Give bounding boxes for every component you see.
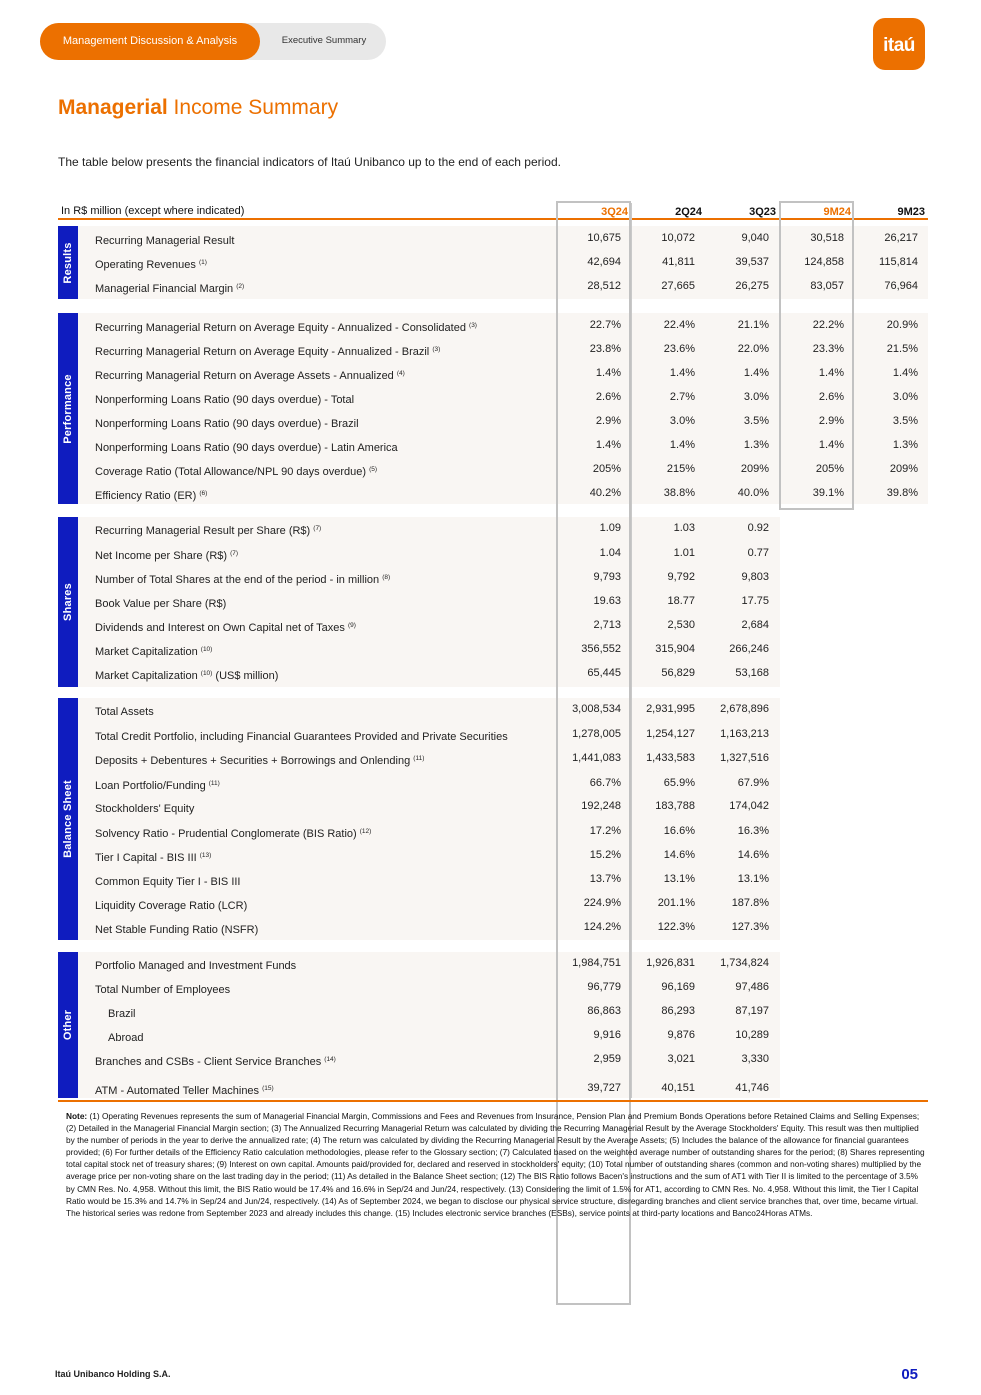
- row-label: [95, 755, 424, 767]
- row-label-text: Number of Total Shares at the end of the period - in million: [95, 574, 380, 586]
- cell-9m23: 3.0%: [892, 391, 918, 403]
- section-label-performance: [58, 313, 78, 504]
- footnote-ref: (2): [236, 283, 245, 290]
- cell-9m24: 83,057: [810, 280, 844, 292]
- highlight-box-9m24: [779, 201, 854, 510]
- cell-9m24: 22.2%: [812, 319, 844, 331]
- table-row: [78, 846, 928, 870]
- cell-3q24: 22.7%: [589, 319, 621, 331]
- cell-3q24: 1.4%: [595, 439, 621, 451]
- table-row: [78, 797, 928, 821]
- row-label-text: ATM - Automated Teller Machines: [95, 1085, 260, 1097]
- cell-3q23: 87,197: [735, 1005, 769, 1017]
- cell-3q23: 26,275: [735, 280, 769, 292]
- cell-3q24: 192,248: [581, 800, 621, 812]
- footnote-ref: (4): [396, 370, 405, 377]
- table-row: [78, 978, 928, 1002]
- cell-9m23: 26,217: [884, 232, 918, 244]
- footnote-ref: (13): [199, 852, 212, 859]
- row-label: [95, 1085, 274, 1097]
- cell-3q23: 41,746: [735, 1082, 769, 1094]
- cell-3q23: 67.9%: [737, 777, 769, 789]
- cell-9m23: 3.5%: [892, 415, 918, 427]
- row-label-text: Coverage Ratio (Total Allowance/NPL 90 days overdue): [95, 466, 367, 478]
- cell-2q24: 41,811: [662, 256, 695, 268]
- intro-text: The table below presents the financial indicators of Itaú Unibanco up to the end of each period.: [58, 155, 561, 169]
- cell-2q24: 9,876: [667, 1029, 695, 1041]
- row-label: [95, 828, 371, 840]
- cell-3q23: 40.0%: [737, 487, 769, 499]
- cell-2q24: 2,530: [667, 619, 695, 631]
- section-label-text: Shares: [62, 583, 74, 621]
- row-label-text: Market Capitalization: [95, 670, 198, 682]
- row-label-text: Dividends and Interest on Own Capital net of Taxes: [95, 622, 345, 634]
- row-label: [95, 731, 508, 743]
- cell-3q23: 1,734,824: [720, 957, 769, 969]
- footnote-ref: (3): [432, 346, 441, 353]
- cell-3q23: 266,246: [729, 643, 769, 655]
- cell-3q24: 23.8%: [589, 343, 621, 355]
- cell-3q23: 53,168: [735, 667, 769, 679]
- section-label-balance-sheet: [58, 698, 78, 940]
- row-label: [95, 646, 212, 658]
- table-row: [78, 894, 928, 918]
- cell-9m24: 2.6%: [818, 391, 844, 403]
- row-label-text: Liquidity Coverage Ratio (LCR): [95, 900, 248, 912]
- row-label: [95, 466, 377, 478]
- cell-3q23: 3.0%: [743, 391, 769, 403]
- cell-3q23: 3.5%: [743, 415, 769, 427]
- cell-3q23: 1,163,213: [720, 728, 769, 740]
- row-label-text: Portfolio Managed and Investment Funds: [95, 960, 297, 972]
- table-row: [78, 544, 928, 568]
- table-row: [78, 700, 928, 724]
- table-row: [78, 1050, 928, 1074]
- footnote-ref: (11): [208, 780, 220, 787]
- table-row: [78, 640, 928, 664]
- row-label: [95, 322, 477, 334]
- cell-3q24: 15.2%: [589, 849, 621, 861]
- cell-2q24: 3,021: [667, 1053, 695, 1065]
- cell-3q23: 174,042: [729, 800, 769, 812]
- cell-3q24: 42,694: [587, 256, 621, 268]
- cell-3q24: 96,779: [587, 981, 621, 993]
- row-label-text: Loan Portfolio/Funding: [95, 780, 206, 792]
- row-label-text: Efficiency Ratio (ER): [95, 490, 197, 502]
- cell-9m24: 39.1%: [812, 487, 844, 499]
- row-label-text: Managerial Financial Margin: [95, 283, 234, 295]
- cell-9m24: 205%: [815, 463, 844, 475]
- row-label: [95, 550, 238, 562]
- row-label-text: Total Assets: [95, 706, 154, 718]
- cell-2q24: 1,254,127: [646, 728, 695, 740]
- cell-3q24: 28,512: [587, 280, 621, 292]
- row-label-text: Nonperforming Loans Ratio (90 days overdue) - Total: [95, 394, 355, 406]
- cell-3q23: 187.8%: [731, 897, 769, 909]
- cell-2q24: 38.8%: [663, 487, 695, 499]
- cell-3q24: 1.4%: [595, 367, 621, 379]
- cell-3q24: 2.9%: [595, 415, 621, 427]
- cell-9m24: 23.3%: [812, 343, 844, 355]
- row-label-text: Abroad: [108, 1032, 144, 1044]
- footnote-ref: (3): [469, 322, 477, 329]
- section-label-text: Results: [62, 241, 74, 284]
- cell-3q23: 0.77: [747, 547, 769, 559]
- row-label: [95, 525, 321, 537]
- cell-3q24: 1,278,005: [572, 728, 621, 740]
- cell-3q24: 66.7%: [589, 777, 621, 789]
- cell-3q23: 3,330: [741, 1053, 769, 1065]
- cell-3q23: 10,289: [735, 1029, 769, 1041]
- row-label-text: Nonperforming Loans Ratio (90 days overdue) - Latin America: [95, 442, 398, 454]
- cell-3q23: 2,684: [741, 619, 769, 631]
- cell-3q23: 209%: [740, 463, 769, 475]
- cell-3q24: 9,793: [593, 571, 621, 583]
- row-label: [95, 670, 278, 682]
- row-label: [95, 984, 230, 996]
- cell-2q24: 2.7%: [669, 391, 695, 403]
- row-label: [95, 259, 207, 271]
- column-header-2q24: 2Q24: [675, 206, 702, 218]
- row-label-text: Operating Revenues: [95, 259, 196, 271]
- table-row: [78, 1002, 928, 1026]
- cell-3q23: 22.0%: [737, 343, 769, 355]
- table-row: [78, 822, 928, 846]
- itau-logo: itaú: [873, 18, 925, 70]
- cell-3q24: 2.6%: [595, 391, 621, 403]
- cell-9m24: 1.4%: [818, 367, 844, 379]
- cell-2q24: 10,072: [661, 232, 695, 244]
- row-label: [95, 622, 356, 634]
- cell-2q24: 315,904: [655, 643, 695, 655]
- cell-3q23: 97,486: [735, 981, 769, 993]
- footnote-ref: (7): [230, 550, 239, 557]
- cell-2q24: 1.4%: [669, 439, 695, 451]
- section-label-shares: [58, 517, 78, 687]
- cell-3q23: 127.3%: [731, 921, 769, 933]
- cell-2q24: 27,665: [661, 280, 695, 292]
- cell-3q24: 1,441,083: [572, 752, 621, 764]
- cell-3q23: 21.1%: [737, 319, 769, 331]
- cell-3q24: 205%: [592, 463, 621, 475]
- table-row: [78, 1026, 928, 1050]
- row-label: [95, 960, 296, 972]
- cell-2q24: 1,926,831: [646, 957, 695, 969]
- cell-3q23: 13.1%: [737, 873, 769, 885]
- row-label-text: Solvency Ratio - Prudential Conglomerate (BIS Ratio): [95, 828, 357, 840]
- column-header-3q23: 3Q23: [749, 206, 776, 218]
- cell-3q23: 14.6%: [737, 849, 769, 861]
- cell-3q24: 10,675: [587, 232, 621, 244]
- cell-3q23: 17.75: [741, 595, 769, 607]
- row-label: [95, 370, 405, 382]
- cell-2q24: 201.1%: [657, 897, 695, 909]
- footnote-ref: (10): [200, 646, 213, 653]
- cell-2q24: 122.3%: [657, 921, 695, 933]
- row-label: [95, 780, 220, 792]
- tab-management-discussion[interactable]: Management Discussion & Analysis: [40, 23, 260, 60]
- row-label: [95, 876, 241, 888]
- row-label: [95, 574, 390, 586]
- footnote-ref: (1): [198, 259, 207, 266]
- cell-2q24: 14.6%: [663, 849, 695, 861]
- row-label: [95, 442, 398, 454]
- row-label: [95, 706, 154, 718]
- cell-2q24: 96,169: [661, 981, 695, 993]
- section-label-other: [58, 952, 78, 1098]
- footnote-ref: (8): [382, 574, 391, 581]
- cell-2q24: 22.4%: [663, 319, 695, 331]
- row-label: [95, 1056, 336, 1068]
- cell-2q24: 1.01: [673, 547, 695, 559]
- note-label: Note:: [66, 1111, 88, 1121]
- row-label-text: Total Number of Employees: [95, 984, 231, 996]
- column-header-9m23: 9M23: [897, 206, 925, 218]
- cell-2q24: 9,792: [667, 571, 695, 583]
- cell-3q24: 13.7%: [589, 873, 621, 885]
- table-row: [78, 918, 928, 942]
- row-label: [95, 418, 359, 430]
- footnote-ref: (11): [413, 755, 425, 762]
- cell-3q24: 39,727: [587, 1082, 621, 1094]
- row-label: [95, 235, 234, 247]
- table-row: [78, 568, 928, 592]
- footnote-ref: (6): [199, 490, 208, 497]
- section-label-text: Other: [62, 1009, 74, 1041]
- cell-2q24: 86,293: [661, 1005, 695, 1017]
- tab-executive-summary[interactable]: Executive Summary: [281, 35, 367, 46]
- cell-3q24: 2,713: [593, 619, 621, 631]
- cell-3q23: 39,537: [735, 256, 769, 268]
- title-rest: Income Summary: [167, 96, 339, 119]
- row-label-text: Recurring Managerial Result per Share (R$): [95, 525, 311, 537]
- cell-3q24: 65,445: [587, 667, 621, 679]
- cell-9m23: 1.3%: [892, 439, 918, 451]
- cell-3q23: 1.3%: [743, 439, 769, 451]
- cell-3q24: 124.2%: [583, 921, 621, 933]
- cell-2q24: 183,788: [655, 800, 695, 812]
- section-label-text: Balance Sheet: [62, 780, 74, 858]
- cell-3q23: 1,327,516: [720, 752, 769, 764]
- column-divider: [631, 203, 632, 1098]
- row-label-text: Recurring Managerial Return on Average Equity - Annualized - Brazil: [95, 346, 430, 358]
- table-row: [78, 954, 928, 978]
- cell-3q23: 9,040: [741, 232, 769, 244]
- row-label: [95, 346, 440, 358]
- footer-company: Itaú Unibanco Holding S.A.: [55, 1369, 171, 1379]
- footnote-ref: (9): [347, 622, 356, 629]
- cell-9m23: 39.8%: [886, 487, 918, 499]
- footnote-ref: (15): [262, 1085, 274, 1092]
- footnote: [66, 1110, 928, 1219]
- footnote-ref: (12): [359, 828, 372, 835]
- cell-3q24: 1,984,751: [572, 957, 621, 969]
- unit-label: In R$ million (except where indicated): [61, 205, 245, 217]
- note-text: (1) Operating Revenues represents the sum of Managerial Financial Margin, Commissions and Fees and Revenues from Insurance, Pension Plan and Premium Bonds Operations before Retained Claims and Selling Expenses; (2) Detailed in the Managerial Financial Margin section; (3) The Annualized Recurring Managerial Return was calculated by dividing the Recurring Managerial Result by the Average Stockholders' Equity. This result was then multiplied by the number of periods in the year to derive the annualized rate; (4) The return was calculated by dividing the Recurring Managerial Result by the Average Assets; (5) Includes the balance of the allowance for financial guarantees provided; (6) For further details of the Efficiency Ratio calculation methodologies, please refer to the Glossary section; (7) Calculated based on the weighted average number of outstanding shares for the period; (8) Shares representing total capital stock net of treasury shares; (9) Interest on own capital. Amounts paid/provided for, declared and reserved in stockholders' equity; (10) Total number of outstanding shares (common and non-voting shares) multiplied by the average price per non-voting share on the last trading day in the period; (11) As detailed in the Balance Sheet section; (12) The BIS Ratio follows Bacen's instructions and the sum of AT1 with Tier II is limited to the percentage of 3.5% by CMN Res. No. 4,958. Without this limit, the BIS Ratio would be 17.4% and 16.6% in Sep/24 and Jun/24, respectively. (13) Considering the limit of 1.5% for AT1, according to CMN Res. No. 4,958. Without this limit, the Tier I Capital Ratio would be 15.3% and 14.7% in Sep/24 and Jun/24, respectively. (14) As of September 2024, we began to disclose our physical service structure, disregarding branches and client service branches that, over time, became virtual. The historical series was redone from September 2023 and already includes this change. (15) Includes electronic service branches (ESBs), service points at third-party locations and Banco24Horas ATMs.: [66, 1111, 925, 1218]
- row-label-text: Recurring Managerial Return on Average Assets - Annualized: [95, 370, 394, 382]
- column-header-3q24: 3Q24: [601, 206, 628, 218]
- title-bold: Managerial: [58, 96, 168, 119]
- cell-2q24: 23.6%: [663, 343, 695, 355]
- row-label-text: Market Capitalization: [95, 646, 198, 658]
- table-row: [78, 725, 928, 749]
- row-label-text: Common Equity Tier I - BIS III: [95, 876, 241, 888]
- row-label-text: Recurring Managerial Result: [95, 235, 235, 247]
- cell-3q23: 0.92: [747, 522, 769, 534]
- cell-3q24: 3,008,534: [572, 703, 621, 715]
- cell-2q24: 1,433,583: [646, 752, 695, 764]
- row-label-text: Branches and CSBs - Client Service Branches: [95, 1056, 322, 1068]
- table-row: [78, 616, 928, 640]
- cell-3q24: 356,552: [581, 643, 621, 655]
- footnote-ref: (7): [313, 525, 322, 532]
- row-label: [95, 803, 194, 815]
- row-label: [95, 490, 207, 502]
- footnote-ref: (10): [200, 670, 213, 677]
- footnote-ref: (14): [324, 1056, 336, 1063]
- cell-2q24: 18.77: [667, 595, 695, 607]
- cell-3q24: 40.2%: [589, 487, 621, 499]
- cell-2q24: 2,931,995: [646, 703, 695, 715]
- row-label-text: Tier I Capital - BIS III: [95, 852, 197, 864]
- row-label-text: Nonperforming Loans Ratio (90 days overdue) - Brazil: [95, 418, 359, 430]
- row-label: [95, 924, 258, 936]
- row-label: [108, 1008, 136, 1020]
- row-label-text: Net Income per Share (R$): [95, 550, 228, 562]
- footnote-ref: (5): [369, 466, 378, 473]
- table-bottom-rule: [58, 1100, 928, 1102]
- row-label: [95, 598, 226, 610]
- cell-3q24: 9,916: [593, 1029, 621, 1041]
- table-row: [78, 749, 928, 773]
- cell-2q24: 3.0%: [669, 415, 695, 427]
- cell-9m23: 115,814: [879, 256, 918, 268]
- cell-9m23: 209%: [889, 463, 918, 475]
- cell-9m23: 76,964: [884, 280, 918, 292]
- row-label-text: Book Value per Share (R$): [95, 598, 227, 610]
- cell-9m23: 20.9%: [886, 319, 918, 331]
- column-header-9m24: 9M24: [823, 206, 851, 218]
- cell-2q24: 65.9%: [663, 777, 695, 789]
- cell-9m24: 30,518: [810, 232, 844, 244]
- row-label: [95, 852, 211, 864]
- table-row: [78, 870, 928, 894]
- cell-3q23: 9,803: [741, 571, 769, 583]
- cell-2q24: 215%: [666, 463, 695, 475]
- cell-3q23: 16.3%: [737, 825, 769, 837]
- page-number: 05: [901, 1366, 918, 1383]
- cell-2q24: 16.6%: [663, 825, 695, 837]
- cell-3q24: 1.04: [599, 547, 621, 559]
- section-label-text: Performance: [62, 373, 74, 444]
- cell-2q24: 40,151: [661, 1082, 695, 1094]
- table-row: [78, 592, 928, 616]
- cell-3q23: 1.4%: [743, 367, 769, 379]
- cell-9m23: 1.4%: [892, 367, 918, 379]
- cell-2q24: 1.4%: [669, 367, 695, 379]
- cell-3q24: 17.2%: [589, 825, 621, 837]
- cell-9m23: 21.5%: [886, 343, 918, 355]
- section-label-results: [58, 226, 78, 299]
- row-label: [95, 283, 244, 295]
- table-row: [78, 664, 928, 688]
- cell-9m24: 124,858: [804, 256, 844, 268]
- row-label-text: Total Credit Portfolio, including Financial Guarantees Provided and Private Securities: [95, 731, 508, 743]
- cell-3q24: 1.09: [599, 522, 621, 534]
- row-label-suffix: (US$ million): [212, 670, 279, 682]
- row-label: [108, 1032, 143, 1044]
- cell-2q24: 1.03: [673, 522, 695, 534]
- row-label-text: Stockholders' Equity: [95, 803, 195, 815]
- cell-2q24: 13.1%: [663, 873, 695, 885]
- table-row: [78, 519, 928, 543]
- row-label-text: Brazil: [108, 1008, 136, 1020]
- cell-3q23: 2,678,896: [720, 703, 769, 715]
- table-row: [78, 774, 928, 798]
- cell-2q24: 56,829: [661, 667, 695, 679]
- cell-9m24: 2.9%: [818, 415, 844, 427]
- cell-3q24: 224.9%: [583, 897, 621, 909]
- cell-3q24: 86,863: [587, 1005, 621, 1017]
- cell-9m24: 1.4%: [818, 439, 844, 451]
- cell-3q24: 19.63: [593, 595, 621, 607]
- row-label: [95, 900, 247, 912]
- row-label-text: Deposits + Debentures + Securities + Borrowings and Onlending: [95, 755, 411, 767]
- page-title: [58, 96, 338, 120]
- row-label-text: Net Stable Funding Ratio (NSFR): [95, 924, 259, 936]
- cell-3q24: 2,959: [593, 1053, 621, 1065]
- row-label-text: Recurring Managerial Return on Average Equity - Annualized - Consolidated: [95, 322, 466, 334]
- row-label: [95, 394, 354, 406]
